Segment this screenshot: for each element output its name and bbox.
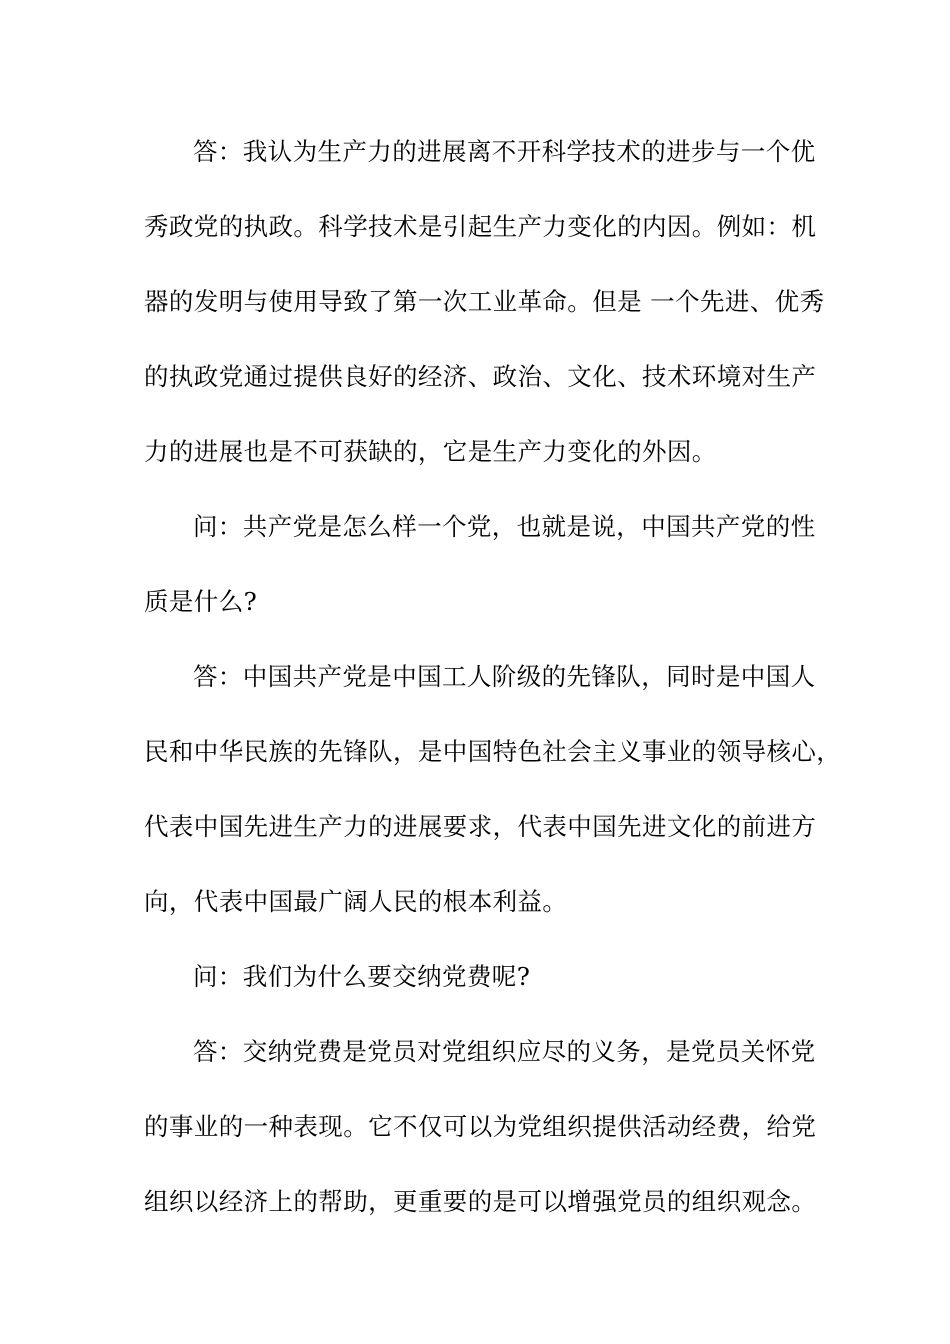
document-body [144, 128, 842, 1253]
answer-3-line-2: 的事业的一种表现。它不仅可以为党组织提供活动经费，给党 [144, 1112, 817, 1141]
answer-2-line-2: 民和中华民族的先锋队，是中国特色社会主义事业的领导核心， [144, 737, 842, 766]
answer-1-line-1: 答：我认为生产力的进展离不开科学技术的进步与一个优 [193, 137, 816, 166]
answer-1-line-5: 力的进展也是不可获缺的，它是生产力变化的外因。 [144, 437, 717, 466]
answer-2-line-3: 代表中国先进生产力的进展要求，代表中国先进文化的前进方 [144, 812, 817, 841]
answer-1-line-4: 的执政党通过提供良好的经济、政治、文化、技术环境对生产 [144, 362, 817, 391]
answer-3-line-3: 组织以经济上的帮助，更重要的是可以增强党员的组织观念。 [144, 1187, 817, 1216]
answer-1-line-3: 器的发明与使用导致了第一次工业革命。但是 一个先进、优秀 [144, 287, 825, 316]
answer-1-line-2: 秀政党的执政。科学技术是引起生产力变化的内因。例如：机 [144, 212, 817, 241]
question-2-line-1: 问：共产党是怎么样一个党，也就是说，中国共产党的性 [193, 512, 816, 541]
answer-2-line-1: 答：中国共产党是中国工人阶级的先锋队，同时是中国人 [193, 662, 816, 691]
question-3-line-1: 问：我们为什么要交纳党费呢? [193, 962, 531, 991]
answer-2-line-4: 向，代表中国最广阔人民的根本利益。 [144, 887, 568, 916]
question-2-line-2: 质是什么? [144, 587, 258, 616]
answer-3-line-1: 答：交纳党费是党员对党组织应尽的义务，是党员关怀党 [193, 1037, 816, 1066]
